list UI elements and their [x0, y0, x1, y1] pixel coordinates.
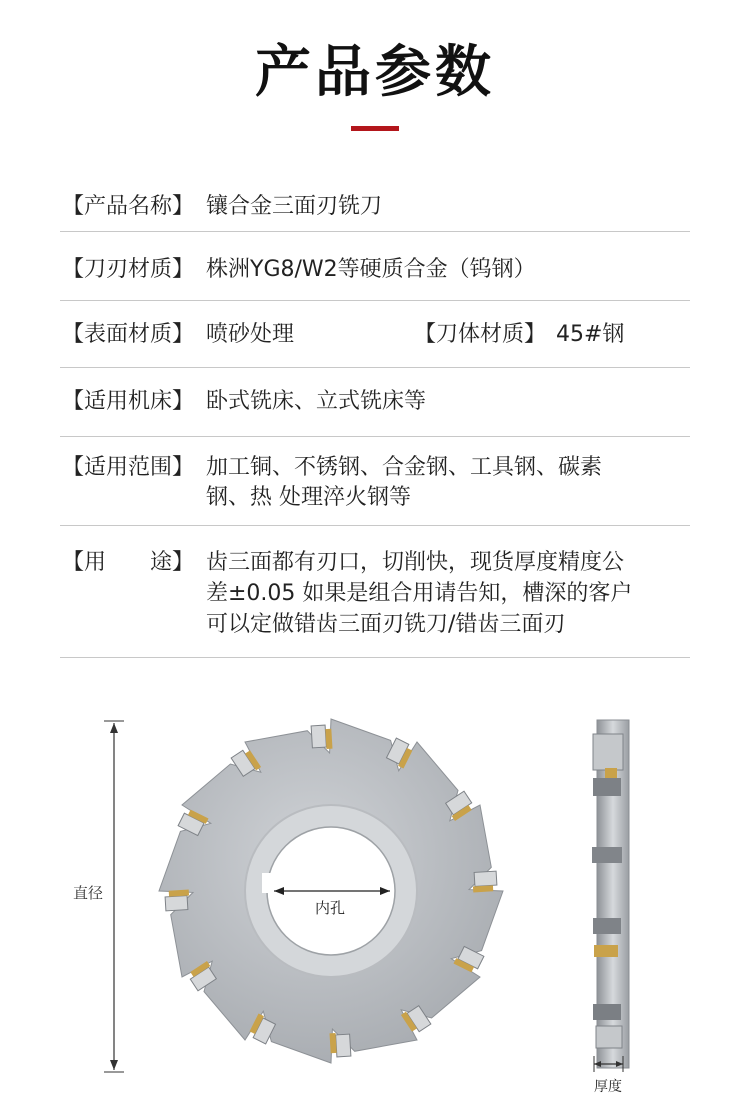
cutter-side-view-image [592, 720, 629, 1068]
spec-label: 【表面材质】 [62, 322, 195, 347]
spec-value: 45#钢 [556, 322, 625, 347]
spec-value: 喷砂处理 [206, 322, 295, 347]
spec-row-usage [60, 526, 690, 658]
thickness-label: 厚度 [594, 1079, 622, 1095]
spec-label: 【适用范围】 [62, 455, 195, 480]
spec-value-line: 齿三面都有刃口，切削快，现货厚度精度公 [206, 550, 625, 575]
page-title: 产品参数 [255, 40, 495, 105]
spec-value: 株洲YG8/W2等硬质合金（钨钢） [206, 257, 536, 282]
spec-value-line: 差±0.05 如果是组合用请告知，槽深的客户 [206, 581, 633, 606]
spec-label: 【刀体材质】 [414, 322, 547, 347]
carbide-insert [330, 1032, 351, 1057]
spec-label: 【用 途】 [62, 550, 195, 575]
cutter-diagram [0, 690, 750, 1111]
spec-value-line: 钢、热 处理淬火钢等 [206, 485, 411, 510]
diameter-dimension [104, 721, 124, 1072]
spec-row-product-name [60, 187, 690, 232]
carbide-insert [311, 725, 332, 750]
spec-row-range [60, 437, 690, 526]
spec-label: 【适用机床】 [62, 389, 195, 414]
spec-label: 【刀刃材质】 [62, 257, 195, 282]
spec-row-machine [60, 368, 690, 437]
title-accent-bar [351, 126, 399, 131]
spec-row-surface-body [60, 301, 690, 368]
spec-row-blade-material [60, 232, 690, 301]
diameter-label: 直径 [72, 884, 104, 902]
bore-label: 内孔 [314, 899, 346, 917]
carbide-insert [165, 890, 190, 911]
spec-value: 镶合金三面刃铣刀 [206, 194, 383, 219]
spec-label: 【产品名称】 [62, 194, 195, 219]
spec-value: 卧式铣床、立式铣床等 [206, 389, 427, 414]
spec-value-line: 可以定做错齿三面刃铣刀/错齿三面刃 [206, 612, 566, 637]
spec-value-line: 加工铜、不锈钢、合金钢、工具钢、碳素 [206, 455, 603, 480]
carbide-insert [472, 871, 497, 892]
